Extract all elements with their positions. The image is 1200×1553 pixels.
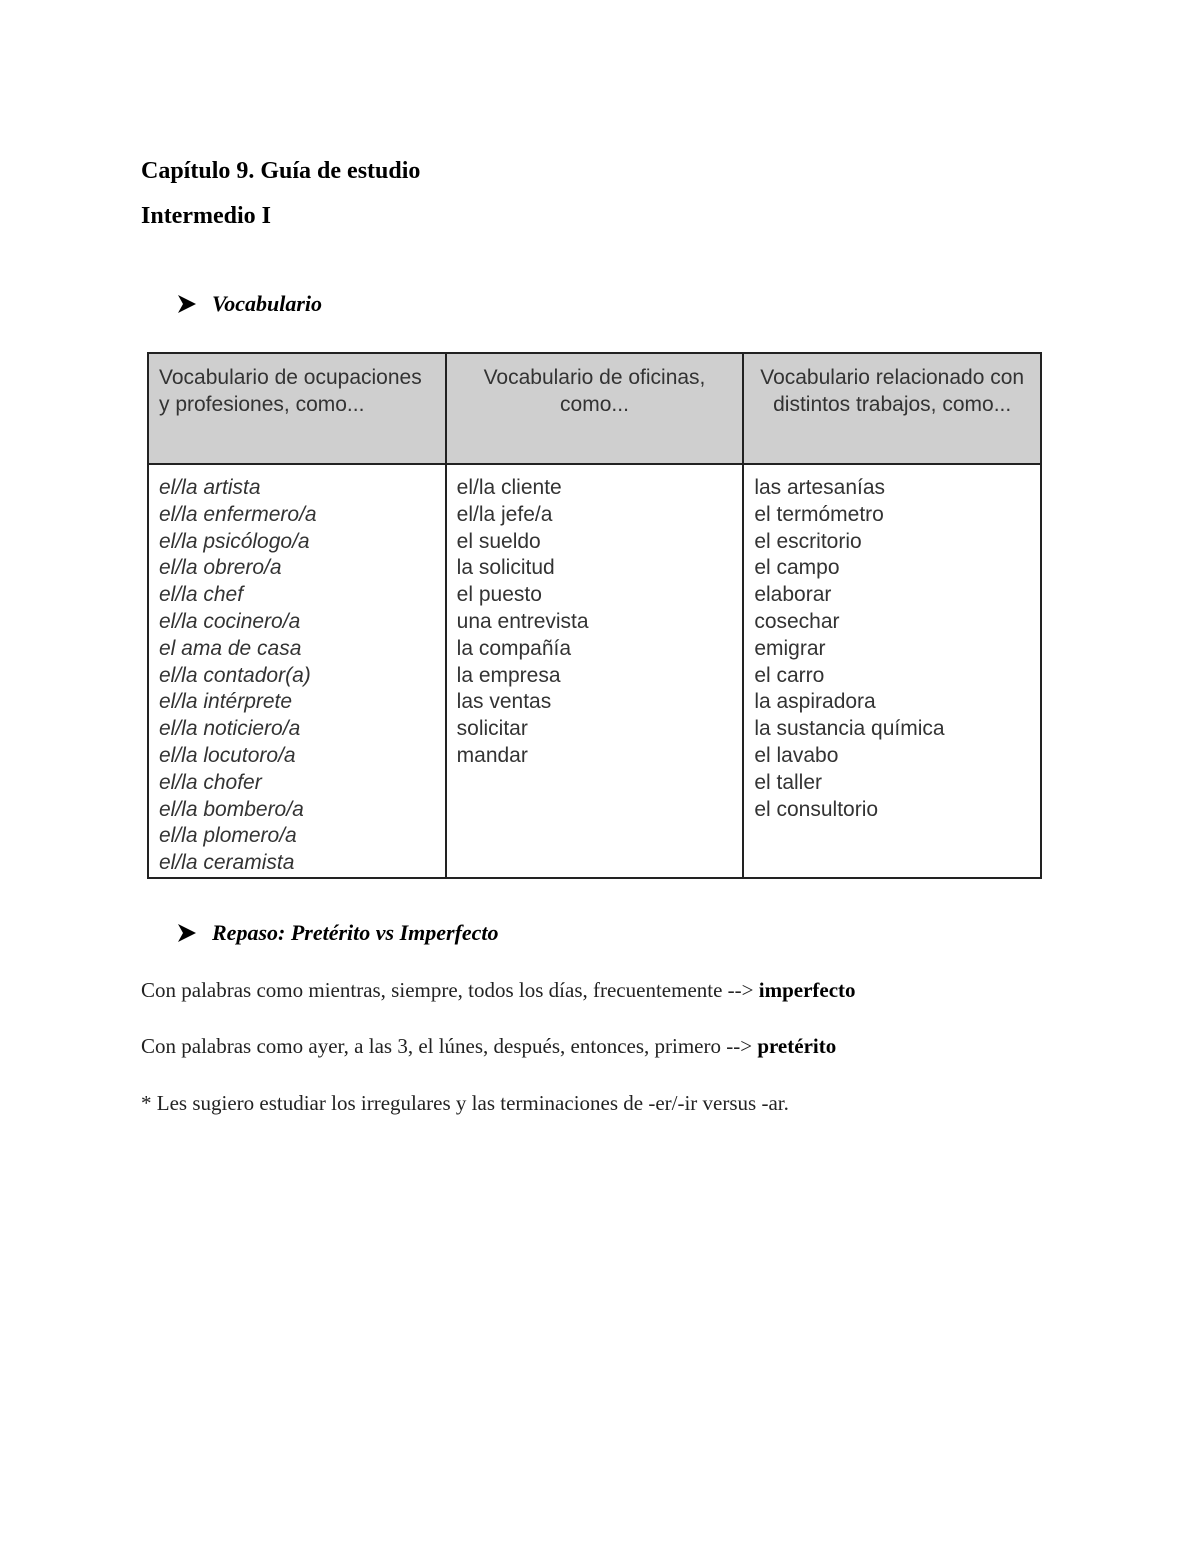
section-repaso [176, 918, 499, 948]
arrowhead-bullet-icon [176, 293, 198, 315]
vocab-item: el consultorio [754, 797, 879, 821]
section-heading: Vocabulario [212, 291, 323, 316]
vocab-item: una entrevista [456, 609, 589, 633]
paragraph-note: * Les sugiero estudiar los irregulares y las terminaciones de -er/-ir versus -ar. [141, 1091, 789, 1115]
vocab-item: el/la enfermero/a [159, 502, 317, 526]
vocab-item: el carro [754, 663, 825, 687]
vocabulary-table [147, 352, 1042, 879]
vocab-item: el/la cocinero/a [159, 609, 301, 633]
vocab-column-occupations [148, 464, 446, 878]
paragraph-imperfecto: Con palabras como mientras, siempre, todos los días, frecuentemente --> imperfecto [141, 978, 856, 1002]
page-subtitle: Intermedio I [141, 203, 271, 229]
vocab-item: el termómetro [754, 502, 884, 526]
vocab-item: emigrar [754, 636, 826, 660]
column-header: Vocabulario de oficinas, como... [446, 353, 744, 464]
vocab-item: el/la locutoro/a [159, 743, 296, 767]
vocab-item: el/la chef [159, 583, 244, 607]
vocab-item: el escritorio [754, 529, 862, 553]
vocab-column-jobs [743, 464, 1041, 878]
keyword-preterito: pretérito [757, 1034, 837, 1058]
vocab-item: el/la chofer [159, 770, 262, 794]
vocab-column-offices [446, 464, 744, 878]
column-header: Vocabulario de ocupaciones y profesiones, como... [148, 353, 446, 464]
vocab-item: el/la bombero/a [159, 797, 304, 821]
vocab-item: el/la artista [159, 476, 261, 499]
vocab-item: las ventas [456, 690, 552, 714]
vocab-item: la aspiradora [754, 690, 876, 714]
vocab-item: cosechar [754, 609, 840, 633]
vocab-item: mandar [456, 743, 528, 767]
vocab-item: solicitar [456, 717, 528, 741]
vocab-item: la compañía [456, 636, 572, 660]
vocab-item: el puesto [456, 583, 542, 607]
vocab-item: la solicitud [456, 556, 555, 580]
vocab-item: el/la jefe/a [456, 502, 553, 526]
vocab-item: las artesanías [754, 476, 886, 499]
vocab-item: el/la plomero/a [159, 824, 297, 848]
paragraph-preterito: Con palabras como ayer, a las 3, el lúnes, después, entonces, primero --> pretérito [141, 1034, 837, 1058]
vocab-item: elaborar [754, 583, 832, 607]
section-vocabulario [176, 289, 322, 319]
keyword-imperfecto: imperfecto [758, 978, 856, 1002]
vocab-item: el/la ceramista [159, 851, 295, 875]
vocab-item: el/la noticiero/a [159, 717, 301, 741]
vocab-item: el sueldo [456, 529, 541, 553]
vocab-item: el taller [754, 770, 823, 794]
vocab-item: el/la contador(a) [159, 663, 311, 687]
arrowhead-bullet-icon [176, 922, 198, 944]
vocab-item: el lavabo [754, 743, 839, 767]
vocab-item: el ama de casa [159, 636, 302, 660]
vocab-item: la sustancia química [754, 717, 945, 741]
vocab-item: el/la cliente [456, 476, 562, 499]
vocab-item: el/la obrero/a [159, 556, 282, 580]
page-title: Capítulo 9. Guía de estudio [141, 158, 421, 184]
section-heading: Repaso: Pretérito vs Imperfecto [212, 920, 499, 945]
vocab-item: la empresa [456, 663, 561, 687]
column-header: Vocabulario relacionado con distintos trabajos, como... [743, 353, 1041, 464]
vocab-item: el campo [754, 556, 840, 580]
vocab-item: el/la psicólogo/a [159, 529, 310, 553]
vocab-item: el/la intérprete [159, 690, 293, 714]
